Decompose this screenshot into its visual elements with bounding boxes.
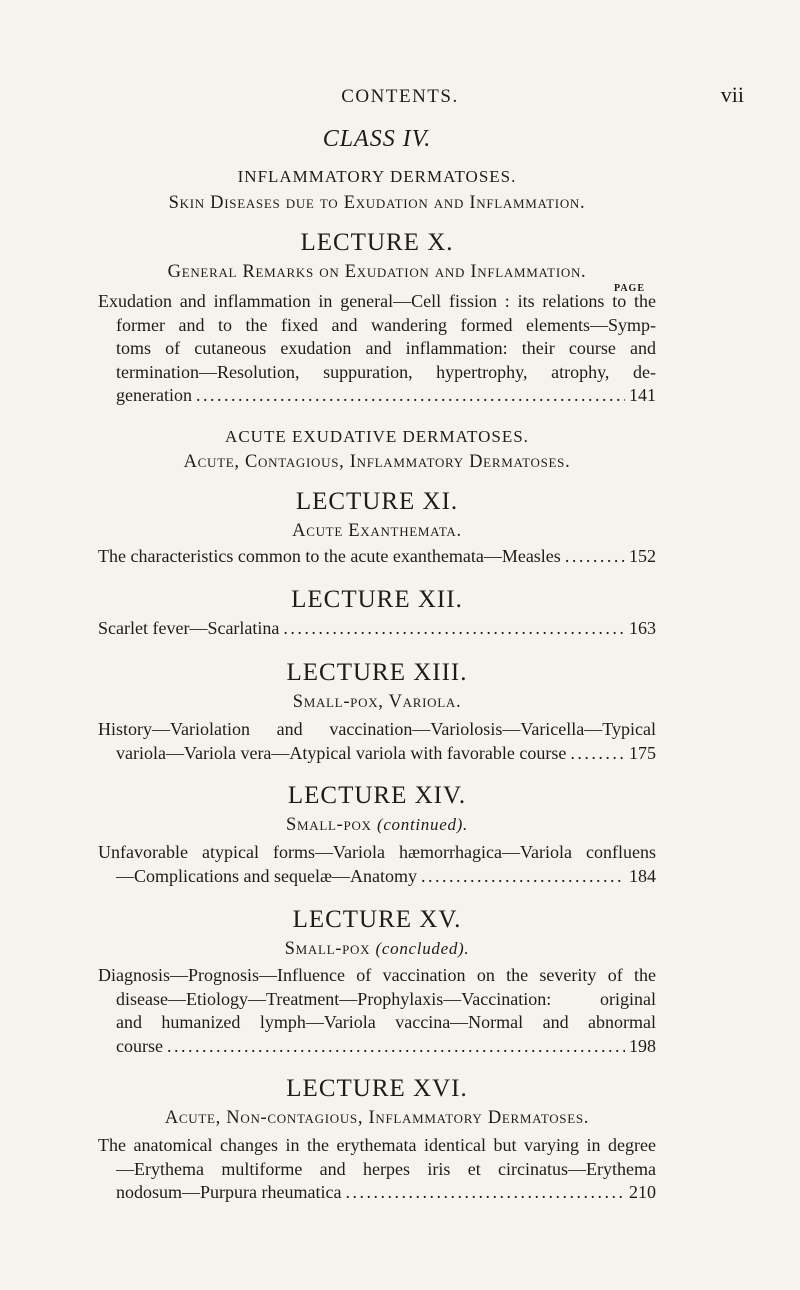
entry-line: termination—Resolution, suppuration, hypertrophy, atrophy, de-: [116, 361, 656, 382]
entry-text: course: [116, 1035, 163, 1056]
lecture-title: LECTURE XV.: [292, 906, 462, 933]
lecture-title: LECTURE XI.: [295, 488, 459, 515]
class-title: CLASS IV.: [322, 126, 432, 152]
lecture-title: LECTURE XVI.: [286, 1075, 468, 1102]
lecture-subtitle: [98, 815, 656, 836]
entry-last-line: [98, 1181, 656, 1205]
lecture-title: LECTURE XIV.: [287, 782, 467, 809]
page-number: vii: [720, 82, 744, 107]
entry-text: generation: [116, 385, 192, 405]
dot-leader: [283, 617, 625, 641]
subtitle-text: Small-pox: [284, 939, 376, 959]
entry-line: History—Variolation and vaccination—Variolosis—Varicella—Typical: [98, 719, 656, 739]
entry-page: 152: [629, 546, 656, 566]
lecture-subtitle: Acute Exanthemata.: [292, 521, 462, 541]
lecture-subtitle: Acute, Non-contagious, Inflammatory Dermatoses.: [164, 1108, 590, 1128]
lecture-title: LECTURE XII.: [291, 586, 463, 613]
lecture-subtitle: General Remarks on Exudation and Inflammation.: [167, 262, 587, 282]
lecture-subtitle: Small-pox, Variola.: [292, 692, 462, 712]
entry-line: disease—Etiology—Treatment—Prophylaxis—Vaccination: original: [116, 988, 656, 1009]
lecture-title: LECTURE XIII.: [286, 659, 468, 686]
toc-entry: [98, 964, 656, 1058]
class-subheading: Skin Diseases due to Exudation and Inflammation.: [168, 193, 586, 213]
page-column-label: PAGE: [613, 283, 645, 294]
entry-line: The anatomical changes in the erythemata identical but varying in degree: [98, 1135, 656, 1155]
entry-page: 184: [629, 865, 656, 886]
running-head: [0, 82, 800, 112]
dot-leader: [167, 1035, 625, 1059]
entry-line: toms of cutaneous exudation and inflammation: their course and: [116, 338, 656, 358]
toc-entry: [98, 290, 656, 408]
entry-page: 163: [629, 618, 656, 638]
running-head-title: CONTENTS.: [341, 86, 459, 107]
entry-last-line: [98, 545, 656, 569]
dot-leader: [570, 742, 625, 766]
entry-text: nodosum—Purpura rheumatica: [116, 1182, 342, 1202]
entry-line: former and to the fixed and wandering formed elements—Symp-: [116, 314, 656, 335]
entry-text: variola—Variola vera—Atypical variola with favorable course: [116, 742, 567, 763]
entry-text: Scarlet fever—Scarlatina: [98, 618, 280, 638]
entry-line: Unfavorable atypical forms—Variola hæmorrhagica—Variola confluens: [98, 842, 656, 862]
section-heading: ACUTE EXUDATIVE DERMATOSES.: [225, 427, 529, 446]
entry-text: The characteristics common to the acute exanthemata—Measles: [98, 546, 561, 566]
entry-text: —Complications and sequelæ—Anatomy: [116, 865, 417, 886]
entry-line: —Erythema multiforme and herpes iris et circinatus—Erythema: [116, 1158, 656, 1179]
dot-leader: [565, 545, 625, 569]
dot-leader: [196, 384, 625, 408]
entry-last-line: [98, 384, 656, 408]
subtitle-note: (continued).: [376, 815, 468, 834]
toc-entry: [98, 718, 656, 765]
entry-line: Diagnosis—Prognosis—Influence of vaccination on the severity of the: [98, 965, 656, 985]
entry-page: 141: [629, 385, 656, 405]
section-subheading: Acute, Contagious, Inflammatory Dermatoses.: [183, 452, 571, 472]
class-subtitle: INFLAMMATORY DERMATOSES.: [237, 167, 517, 186]
entry-page: 198: [629, 1035, 656, 1056]
entry-last-line: [98, 742, 656, 766]
entry-last-line: [98, 865, 656, 889]
toc-entry: [98, 841, 656, 888]
entry-last-line: [98, 1035, 656, 1059]
subtitle-note: (concluded).: [375, 939, 470, 958]
entry-page: 175: [629, 742, 656, 763]
toc-entry: [98, 545, 656, 569]
subtitle-text: Small-pox: [286, 815, 377, 835]
lecture-title: LECTURE X.: [300, 229, 454, 256]
toc-entry: [98, 1134, 656, 1205]
toc-entry: [98, 617, 656, 641]
entry-page: 210: [629, 1182, 656, 1202]
dot-leader: [345, 1181, 625, 1205]
entry-line: and humanized lymph—Variola vaccina—Normal and abnormal: [116, 1012, 656, 1032]
entry-last-line: [98, 617, 656, 641]
dot-leader: [421, 865, 625, 889]
lecture-subtitle: [98, 939, 656, 960]
entry-line: Exudation and inflammation in general—Cell fission : its relations to the: [98, 291, 656, 311]
